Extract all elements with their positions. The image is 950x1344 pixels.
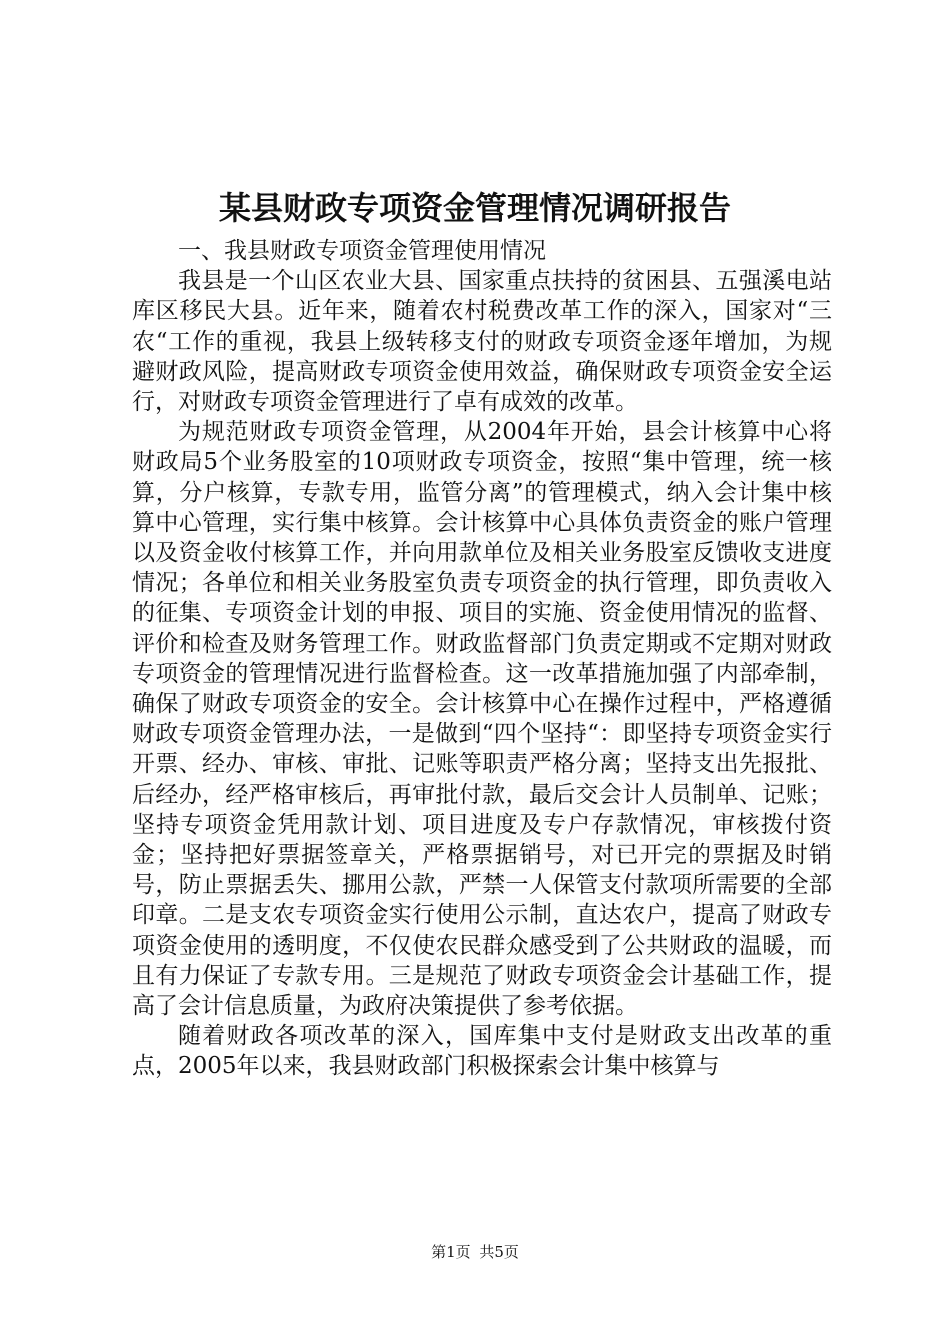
section-heading: 一、我县财政专项资金管理使用情况 xyxy=(178,238,546,264)
paragraph-2: 为规范财政专项资金管理，从2004年开始，县会计核算中心将财政局5个业务股室的10项财政专项资金，按照“集中管理，统一核算，分户核算，专款专用，监管分离”的管理模式，纳入会计集中核算中心管理，实行集中核算。会计核算中心具体负责资金的账户管理以及资金收付核算工作，并向用款单位及相关业务股室反馈收支进度情况；各单位和相关业务股室负责专项资金的执行管理，即负责收入的征集、专项资金计划的申报、项目的实施、资金使用情况的监督、评价和检查及财务管理工作。财政监督部门负责定期或不定期对财政专项资金的管理情况进行监督检查。这一改革措施加强了内部牵制，确保了财政专项资金的安全。会计核算中心在操作过程中，严格遵循财政专项资金管理办法，一是做到“四个坚持“：即坚持专项资金实行开票、经办、审核、审批、记账等职责严格分离；坚持支出先报批、后经办，经严格审核后，再审批付款，最后交会计人员制单、记账；坚持专项资金凭用款计划、项目进度及专户存款情况，审核拨付资金；坚持把好票据签章关，严格票据销号，对已开完的票据及时销号，防止票据丢失、挪用公款，严禁一人保管支付款项所需要的全部印章。二是支农专项资金实行使用公示制，直达农户，提高了财政专项资金使用的透明度，不仅使农民群众感受到了公共财政的温暖，而且有力保证了专款专用。三是规范了财政专项资金会计基础工作，提高了会计信息质量，为政府决策提供了参考依据。 xyxy=(132,419,832,1020)
page-footer: 第1页 共5页 xyxy=(431,1243,519,1261)
document-title: 某县财政专项资金管理情况调研报告 xyxy=(218,189,731,227)
paragraph-3: 随着财政各项改革的深入，国库集中支付是财政支出改革的重点，2005年以来，我县财政部门积极探索会计集中核算与 xyxy=(132,1023,832,1080)
paragraph-1: 我县是一个山区农业大县、国家重点扶持的贫困县、五强溪电站库区移民大县。近年来，随着农村税费改革工作的深入，国家对“三农“工作的重视，我县上级转移支付的财政专项资金逐年增加，为规避财政风险，提高财政专项资金使用效益，确保财政专项资金安全运行，对财政专项资金管理进行了卓有成效的改革。 xyxy=(132,268,832,416)
document-body xyxy=(132,236,832,1082)
